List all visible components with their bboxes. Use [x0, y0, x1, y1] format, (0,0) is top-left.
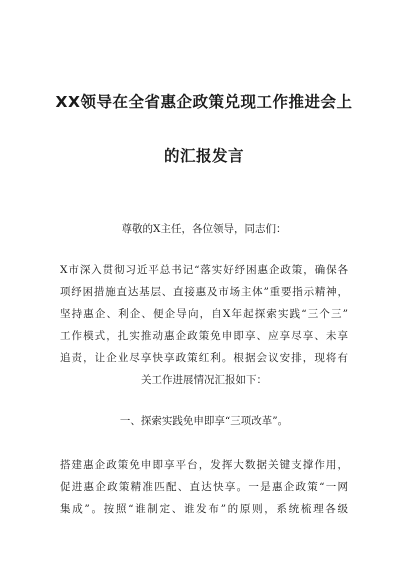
- paragraph-1-line: 工作模式，扎实推动惠企政策免申即享、应享尽享、未享: [60, 330, 348, 342]
- document-title-line-2: 的汇报发言: [163, 147, 244, 165]
- paragraph-2-line: 促进惠企政策精准匹配、直达快享。一是惠企政策“一网: [60, 481, 348, 493]
- paragraph-2-line: 搭建惠企政策免申即享平台，发挥大数据关键支撑作用，: [60, 459, 348, 471]
- paragraph-2-line: 集成”。按照“谁制定、谁发布”的原则，系统梳理各级: [60, 503, 348, 515]
- paragraph-1-line: X市深入贯彻习近平总书记“落实好纾困惠企政策，确保各: [60, 264, 348, 276]
- salutation: 尊敬的X主任，各位领导，同志们：: [121, 223, 287, 235]
- document-title-line-1: XX领导在全省惠企政策兑现工作推进会上: [55, 93, 353, 111]
- section-1-heading: 一、探索实践免申即享“三项改革”。: [119, 415, 289, 427]
- paragraph-1-line: 关工作进展情况汇报如下：: [141, 374, 267, 386]
- paragraph-1-line: 追责，让企业尽享快享政策红利。根据会议安排，现将有: [60, 352, 348, 364]
- paragraph-1-line: 坚持惠企、利企、便企导向，自X年起探索实践“三个三”: [60, 308, 348, 320]
- paragraph-1-line: 项纾困措施直达基层、直接惠及市场主体”重要指示精神，: [60, 286, 348, 298]
